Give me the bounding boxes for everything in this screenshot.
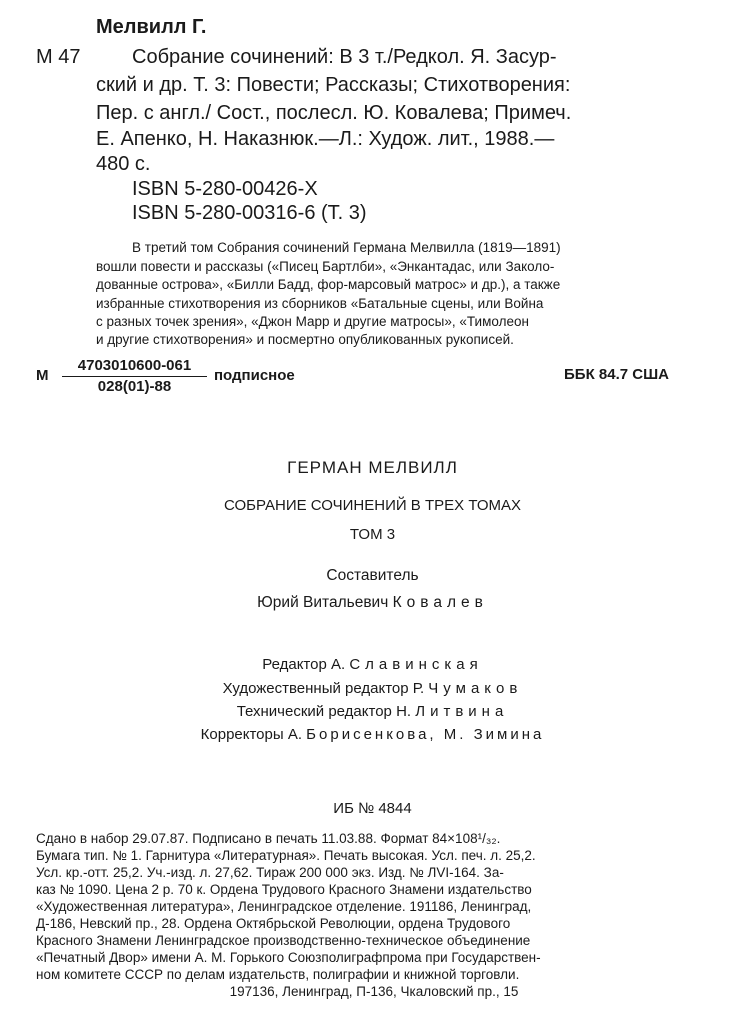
- title-author: ГЕРМАН МЕЛВИЛЛ: [287, 458, 458, 477]
- staff-name: Чумаков: [428, 680, 523, 697]
- staff-art-editor: [0, 680, 745, 698]
- isbn-2: ISBN 5-280-00316-6 (Т. 3): [132, 202, 367, 224]
- annotation-line-2: вошли повести и рассказы («Писец Бартлби», «Энкантадас, или Заколо-: [96, 259, 555, 274]
- title-volume: ТОМ 3: [349, 526, 396, 543]
- staff-editor: [0, 656, 745, 674]
- compiler-surname: Ковалев: [392, 594, 488, 611]
- staff-role: Технический редактор Н.: [236, 703, 412, 720]
- compiler-label: Составитель: [326, 567, 419, 584]
- card-author: Мелвилл Г.: [96, 16, 207, 38]
- code-letter: М: [36, 367, 49, 384]
- staff-role: Художественный редактор Р.: [222, 680, 425, 697]
- compiler-first-names: Юрий Витальевич: [257, 594, 389, 611]
- subscription-label: подписное: [214, 367, 295, 384]
- imprint-address: 197136, Ленинград, П-136, Чкаловский пр., 15: [229, 984, 519, 999]
- card-line-4: Е. Апенко, Н. Наказнюк.—Л.: Худож. лит., 1988.—: [96, 128, 555, 150]
- imprint-line: Усл. кр.-отт. 25,2. Уч.-изд. л. 27,62. Тираж 200 000 экз. Изд. № ЛVI-164. За-: [36, 865, 504, 880]
- imprint-line: Д-186, Невский пр., 28. Ордена Октябрьской Революции, ордена Трудового: [36, 916, 511, 931]
- staff-proofreaders: [0, 726, 745, 744]
- imprint-line: ном комитете СССР по делам издательств, полиграфии и книжной торговли.: [36, 967, 520, 982]
- staff-name: Литвина: [415, 703, 509, 720]
- staff-role: Редактор А.: [262, 656, 346, 673]
- imprint-line: Красного Знамени Ленинградское производственно-техническое объединение: [36, 933, 531, 948]
- card-line-3: Пер. с англ./ Сост., послесл. Ю. Ковалева; Примеч.: [96, 102, 572, 124]
- code-bottom: 028(01)-88: [97, 378, 172, 395]
- annotation-line-5: с разных точек зрения», «Джон Марр и другие матросы», «Тимолеон: [96, 314, 529, 329]
- imprint-line: Сдано в набор 29.07.87. Подписано в печать 11.03.88. Формат 84×108¹/₃₂.: [36, 831, 501, 846]
- imprint-line: каз № 1090. Цена 2 р. 70 к. Ордена Трудового Красного Знамени издательство: [36, 882, 532, 897]
- fraction-bar: [62, 376, 207, 377]
- compiler-name: [0, 594, 745, 612]
- imprint-block: [36, 830, 712, 1000]
- ib-number: ИБ № 4844: [333, 800, 412, 817]
- bbk-code: ББК 84.7 США: [564, 366, 669, 383]
- imprint-line: «Печатный Двор» имени А. М. Горького Союзполиграфпрома при Государствен-: [36, 950, 541, 965]
- imprint-line: «Художественная литература», Ленинградское отделение. 191186, Ленинград,: [36, 899, 532, 914]
- code-fraction: [62, 357, 207, 396]
- annotation-line-6: и другие стихотворения» и посмертно опубликованных рукописей.: [96, 332, 514, 347]
- imprint-line: Бумага тип. № 1. Гарнитура «Литературная». Печать высокая. Усл. печ. л. 25,2.: [36, 848, 536, 863]
- annotation-line-1: В третий том Собрания сочинений Германа Мелвилла (1819—1891): [132, 240, 561, 255]
- title-collection: СОБРАНИЕ СОЧИНЕНИЙ В ТРЕХ ТОМАХ: [223, 497, 521, 514]
- card-line-5: 480 с.: [96, 153, 151, 175]
- annotation-line-4: избранные стихотворения из сборников «Батальные сцены, или Война: [96, 296, 544, 311]
- staff-tech-editor: [0, 703, 745, 721]
- staff-name: Борисенкова, М. Зимина: [306, 726, 545, 743]
- annotation-line-3: дованные острова», «Билли Бадд, фор-марсовый матрос» и др.), а также: [96, 277, 561, 292]
- isbn-1: ISBN 5-280-00426-X: [132, 178, 318, 200]
- card-index: М 47: [36, 46, 81, 68]
- code-top: 4703010600-061: [77, 357, 192, 374]
- card-line-1: Собрание сочинений: В 3 т./Редкол. Я. Засур-: [132, 46, 557, 68]
- staff-name: Славинская: [349, 656, 483, 673]
- card-line-2: ский и др. Т. 3: Повести; Рассказы; Стихотворения:: [96, 74, 571, 96]
- staff-role: Корректоры А.: [200, 726, 302, 743]
